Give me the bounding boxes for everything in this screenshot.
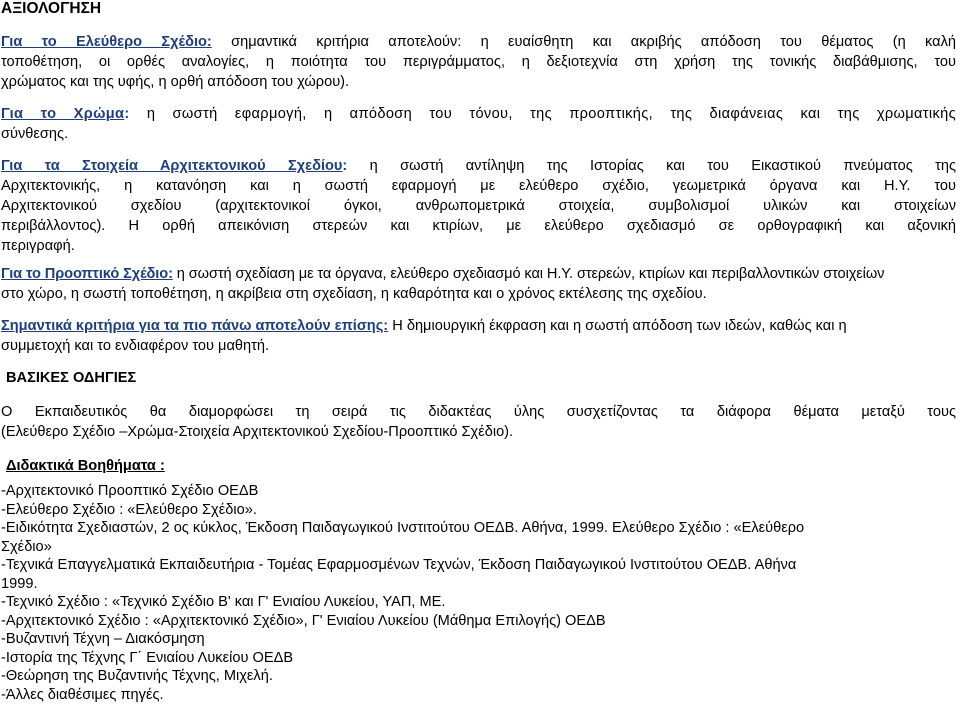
- arch-line-3: Αρχιτεκτονικού σχεδίου (αρχιτεκτονικοί όγκοι, ανθρωπομετρικά στοιχεία, συμβολισμοί υλικών και στοιχείων: [1, 198, 956, 214]
- color-line-1: Για το Χρώμα: η σωστή εφαρμογή, η απόδοση του τόνου, της προοπτικής, της διαφάνειας και της χρωματικής: [1, 106, 956, 122]
- persp-line-2: στο χώρο, η σωστή τοποθέτηση, η ακρίβεια στη σχεδίαση, η καθαρότητα και ο χρόνος εκτέλεσης της σχεδίου.: [1, 286, 707, 302]
- aids-item-1: -Αρχιτεκτονικό Προοπτικό Σχέδιο ΟΕΔΒ: [1, 483, 259, 499]
- color-heading: Για το Χρώμα: [1, 106, 125, 122]
- aids-item-7: -Βυζαντινή Τέχνη – Διακόσμηση: [1, 631, 205, 647]
- free-drawing-line-1: Για το Ελεύθερο Σχέδιο: σημαντικά κριτήρια αποτελούν: η ευαίσθητη και ακριβής απόδοση του θέματος (η καλή: [1, 34, 956, 50]
- arch-heading: Για τα Στοιχεία Αρχιτεκτονικού Σχεδίου: [1, 158, 343, 174]
- basic-heading: ΒΑΣΙΚΕΣ ΟΔΗΓΙΕΣ: [6, 370, 137, 386]
- persp-heading: Για το Προοπτικό Σχέδιο:: [1, 266, 173, 282]
- important-heading: Σημαντικά κριτήρια για τα πιο πάνω αποτελούν επίσης:: [1, 318, 389, 334]
- aids-item-3-cont: Σχέδιο»: [1, 538, 52, 555]
- free-drawing-heading: Για το Ελεύθερο Σχέδιο:: [1, 34, 212, 50]
- important-line-1: Σημαντικά κριτήρια για τα πιο πάνω αποτελούν επίσης: Η δημιουργική έκφραση και η σωστή απόδοση των ιδεών, καθώς και η: [1, 318, 847, 334]
- aids-item-2: -Ελεύθερο Σχέδιο : «Ελεύθερο Σχέδιο».: [1, 501, 257, 518]
- aids-item-3: -Ειδικότητα Σχεδιαστών, 2 ος κύκλος, Έκδοση Παιδαγωγικού Ινστιτούτου ΟΕΔΒ. Αθήνα, 1999. Ελεύθερο Σχέδιο : «Ελεύθερο: [1, 520, 805, 536]
- arch-line-2: Αρχιτεκτονικής, η κατανόηση και η σωστή εφαρμογή με ελεύθερο σχέδιο, γεωμετρικά όργανα και Η.Υ. του: [1, 178, 956, 194]
- page-title: ΑΞΙΟΛΟΓΗΣΗ: [1, 0, 102, 17]
- arch-line-5: περιγραφή.: [1, 238, 75, 254]
- persp-line-1: Για το Προοπτικό Σχέδιο: η σωστή σχεδίαση με τα όργανα, ελεύθερο σχεδιασμό και Η.Υ. στερεών, κτιρίων και περιβαλλοντικών στοιχείων: [1, 266, 885, 282]
- important-line-2: συμμετοχή και το ενδιαφέρον του μαθητή.: [1, 338, 270, 354]
- free-drawing-line-2: τοποθέτηση, οι ορθές αναλογίες, η ποιότητα του περιγράμματος, η δεξιοτεχνία στη χρήση της τονικής διαβάθμισης, του: [1, 54, 956, 70]
- aids-item-4: -Τεχνικά Επαγγελματικά Εκπαιδευτήρια - Τομέας Εφαρμοσμένων Τεχνών, Έκδοση Παιδαγωγικού Ινστιτούτου ΟΕΔΒ. Αθήνα: [1, 557, 797, 573]
- aids-item-10: -Άλλες διαθέσιμες πηγές.: [1, 686, 164, 703]
- aids-item-6: -Αρχιτεκτονικό Σχέδιο : «Αρχιτεκτονικό Σχέδιο», Γ' Ενιαίου Λυκείου (Μάθημα Επιλογής) ΟΕΔΒ: [1, 612, 606, 629]
- basic-line-2: (Ελεύθερο Σχέδιο –Χρώμα-Στοιχεία Αρχιτεκτονικού Σχεδίου-Προοπτικό Σχέδιο).: [1, 424, 514, 440]
- aids-heading: Διδακτικά Βοηθήματα :: [6, 458, 165, 474]
- color-line-2: σύνθεσης.: [1, 126, 69, 142]
- basic-line-1: Ο Εκπαιδευτικός θα διαμορφώσει τη σειρά τις διδακτέας ύλης συσχετίζοντας τα διάφορα θέματα μεταξύ τους: [1, 404, 956, 420]
- aids-item-4-cont: 1999.: [1, 575, 38, 592]
- aids-item-9: -Θεώρηση της Βυζαντινής Τέχνης, Μιχελή.: [1, 668, 273, 684]
- aids-item-8: -Ιστορία της Τέχνης Γ΄ Ενιαίου Λυκείου ΟΕΔΒ: [1, 649, 294, 666]
- aids-item-5: -Τεχνικό Σχέδιο : «Τεχνικό Σχέδιο Β' και Γ' Ενιαίου Λυκείου, ΥΑΠ, ΜΕ.: [1, 594, 446, 610]
- arch-line-4: περιβάλλοντος). Η ορθή απεικόνιση στερεών και κτιρίων, με ελεύθερο σχεδιασμό σε ορθογραφική και αξονική: [1, 218, 956, 234]
- arch-line-1: Για τα Στοιχεία Αρχιτεκτονικού Σχεδίου: η σωστή αντίληψη της Ιστορίας και του Εικαστικού πνεύματος της: [1, 158, 956, 174]
- free-drawing-line-3: χρώματος και της υφής, η ορθή απόδοση του χώρου).: [1, 74, 350, 90]
